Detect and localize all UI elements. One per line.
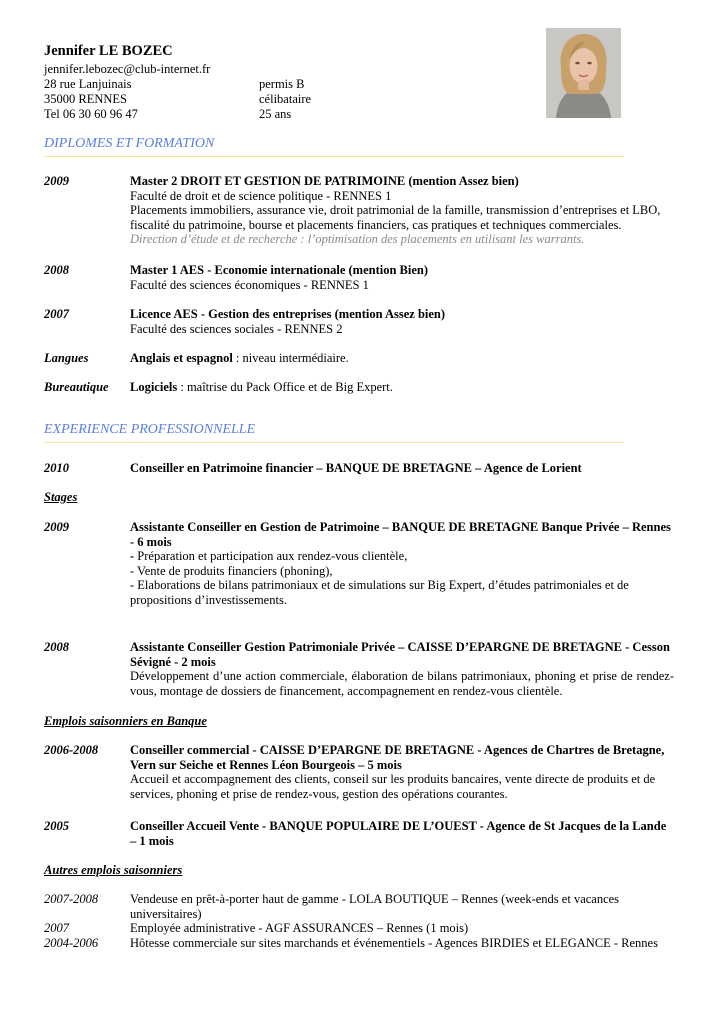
experience-title: Conseiller en Patrimoine financier – BANQUE DE BRETAGNE – Agence de Lorient xyxy=(130,461,582,475)
bullet-dash: - xyxy=(130,549,135,563)
other-jobs-label: Autres emplois saisonniers xyxy=(44,863,183,877)
experience-year: 2005 xyxy=(44,819,69,833)
school: Faculté de droit et de science politique - RENNES 1 xyxy=(130,188,392,203)
section-divider xyxy=(44,156,624,157)
stage-2009 xyxy=(44,520,674,607)
phone-line xyxy=(44,107,564,122)
bank-job-2006-2008 xyxy=(44,743,674,801)
education-year: 2008 xyxy=(44,263,69,277)
experience-details: Vendeuse en prêt-à-porter haut de gamme - LOLA BOUTIQUE – Rennes (week-ends et vacances universitaires) xyxy=(130,892,620,921)
stage-2008 xyxy=(44,640,674,698)
other-job-1 xyxy=(44,892,674,921)
experience-title: Conseiller Accueil Vente - BANQUE POPULAIRE DE L’OUEST - Agence de St Jacques de la Lande – 1 mois xyxy=(130,819,667,848)
bullet-text: Préparation et participation aux rendez-vous clientèle, xyxy=(134,549,408,563)
marital-status: célibataire xyxy=(259,92,312,106)
profile-photo xyxy=(546,28,621,118)
experience-details: Employée administrative - AGF ASSURANCES – Rennes (1 mois) xyxy=(130,921,469,935)
bullet-3: - Elaborations de bilans patrimoniaux et de simulations sur Big Expert, d’études patrimoniales et de propositions d’investissements. xyxy=(130,578,629,607)
experience-title: Conseiller commercial - CAISSE D’EPARGNE DE BRETAGNE - Agences de Chartres de Bretagne, Vern sur Seiche et Rennes Léon Bourgeois – 5 mois xyxy=(130,743,665,772)
school: Faculté des sciences sociales - RENNES 2 xyxy=(130,321,343,336)
office-row xyxy=(44,380,674,395)
thesis-topic: Direction d’étude et de recherche : l’optimisation des placements en utilisant les warrants. xyxy=(130,232,585,246)
email: jennifer.lebozec@club-internet.fr xyxy=(44,62,211,76)
experience-section-title: EXPERIENCE PROFESSIONNELLE xyxy=(44,422,256,437)
experience-year: 2007-2008 xyxy=(44,892,99,906)
experience-year: 2008 xyxy=(44,640,69,654)
office-details: : maîtrise du Pack Office et de Big Expert. xyxy=(177,380,393,394)
section-divider xyxy=(44,442,624,443)
candidate-name: Jennifer LE BOZEC xyxy=(44,43,173,59)
bank-job-2005 xyxy=(44,819,674,848)
languages-level: : niveau intermédiaire. xyxy=(232,351,349,365)
languages-label: Langues xyxy=(44,351,89,365)
degree-title: Licence AES - Gestion des entreprises (mention Assez bien) xyxy=(130,307,446,321)
experience-year: 2010 xyxy=(44,461,69,475)
city: 35000 RENNES xyxy=(44,92,127,106)
seasonal-bank-label: Emplois saisonniers en Banque xyxy=(44,714,207,728)
phone: Tel 06 30 60 96 47 xyxy=(44,107,138,121)
experience-title: Assistante Conseiller en Gestion de Patrimoine – BANQUE DE BRETAGNE Banque Privée – Rennes - 6 mois xyxy=(130,520,671,549)
other-job-3 xyxy=(44,936,674,951)
languages-row xyxy=(44,351,674,366)
education-item-2008 xyxy=(44,263,674,292)
experience-year: 2004-2006 xyxy=(44,936,99,950)
city-line xyxy=(44,92,564,107)
experience-year: 2006-2008 xyxy=(44,743,99,757)
degree-details: Placements immobiliers, assurance vie, droit patrimonial de la famille, transmission d’entreprises et LBO, fiscalité du patrimoine, bourse et placements financiers, cas pratiques et techniques commerciales. xyxy=(130,203,661,232)
office-label: Bureautique xyxy=(44,380,109,394)
email-line xyxy=(44,62,564,77)
stages-label: Stages xyxy=(44,490,78,504)
education-year: 2009 xyxy=(44,174,69,188)
age: 25 ans xyxy=(259,107,292,121)
degree-title: Master 2 DROIT ET GESTION DE PATRIMOINE (mention Assez bien) xyxy=(130,174,519,188)
school: Faculté des sciences économiques - RENNES 1 xyxy=(130,277,369,292)
education-section-title: DIPLOMES ET FORMATION xyxy=(44,136,215,151)
experience-details: Développement d’une action commerciale, élaboration de bilans patrimoniaux, phoning et prise de rendez-vous, montage de dossiers de financement, accompagnement en rendez-vous clientèle. xyxy=(130,669,674,698)
experience-year: 2007 xyxy=(44,921,69,935)
experience-current xyxy=(44,461,674,476)
bullet-1 xyxy=(130,549,674,564)
education-item-2009 xyxy=(44,174,674,247)
office-strong: Logiciels xyxy=(130,380,178,394)
other-job-2 xyxy=(44,921,674,936)
education-year: 2007 xyxy=(44,307,69,321)
experience-details: Hôtesse commerciale sur sites marchands et événementiels - Agences BIRDIES et ELEGANCE - Rennes xyxy=(130,936,658,950)
education-item-2007 xyxy=(44,307,674,336)
address-line xyxy=(44,77,564,92)
experience-year: 2009 xyxy=(44,520,69,534)
street: 28 rue Lanjuinais xyxy=(44,77,132,91)
languages-strong: Anglais et espagnol xyxy=(130,351,233,365)
experience-title: Assistante Conseiller Gestion Patrimoniale Privée – CAISSE D’EPARGNE DE BRETAGNE - Cesson Sévigné - 2 mois xyxy=(130,640,670,669)
license: permis B xyxy=(259,77,305,91)
experience-details: Accueil et accompagnement des clients, conseil sur les produits bancaires, vente directe de produits et de services, phoning et prise de rendez-vous, gestion des opérations courantes. xyxy=(130,772,656,801)
degree-title: Master 1 AES - Economie internationale (mention Bien) xyxy=(130,263,429,277)
bullet-2: - Vente de produits financiers (phoning), xyxy=(130,563,333,578)
